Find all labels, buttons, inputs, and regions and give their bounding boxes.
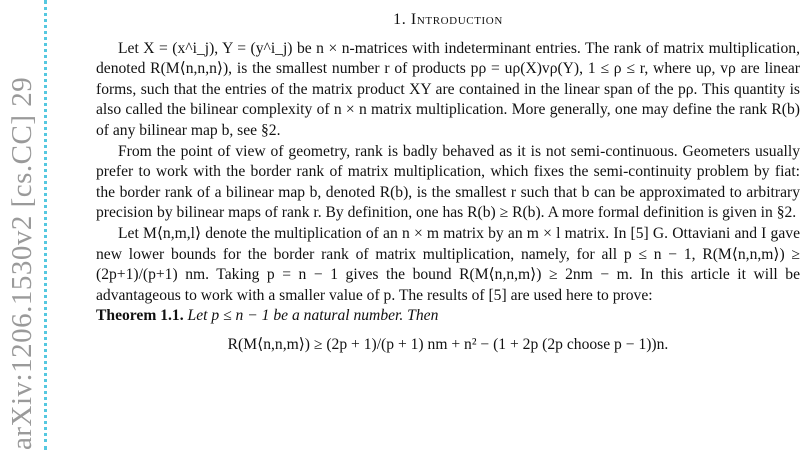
arxiv-identifier: arXiv:1206.1530v2 [cs.CC] 29	[6, 76, 38, 450]
theorem-heading: Theorem 1.1.	[96, 307, 184, 325]
paper-page	[96, 10, 800, 356]
section-title: 1. Introduction	[393, 11, 503, 28]
theorem-body: Let p ≤ n − 1 be a natural number. Then	[187, 307, 439, 325]
paragraph-border-rank: From the point of view of geometry, rank is badly behaved as it is not semi-continuous. Geometers usually prefer to work with the border rank of matrix multiplication, which fixes the semi-continuity problem by fiat: the border rank of a bilinear map b, denoted R(b), is the smallest r such that b can be approximated to arbitrary precision by bilinear maps of rank r. By definition, one has R(b) ≥ R(b). A more formal definition is given in §2.	[96, 142, 800, 222]
paragraph-intro: Let X = (x^i_j), Y = (y^i_j) be n × n-matrices with indeterminant entries. The rank of matrix multiplication, denoted R(M⟨n,n,n⟩), is the smallest number r of products pρ = uρ(X)vρ(Y), 1 ≤ ρ ≤ r, where uρ, vρ are linear forms, such that the entries of the matrix product XY are contained in the linear span of the pρ. This quantity is also called the bilinear complexity of n × n matrix multiplication. More generally, one may define the rank R(b) of any bilinear map b, see §2.	[96, 39, 800, 139]
theorem-statement	[96, 306, 800, 327]
paragraph-lower-bounds: Let M⟨n,m,l⟩ denote the multiplication of an n × m matrix by an m × l matrix. In [5] G. Ottaviani and I gave new lower bounds for the border rank of matrix multiplication, namely, for all p ≤ n − 1, R(M⟨n,n,m⟩) ≥ (2p+1)/(p+1) nm. Taking p = n − 1 gives the bound R(M⟨n,n,m⟩) ≥ 2nm − m. In this article it will be advantageous to work with a smaller value of p. The results of [5] are used here to prove:	[96, 224, 800, 304]
theorem-equation: R(M⟨n,n,m⟩) ≥ (2p + 1)/(p + 1) nm + n² − (1 + 2p (2p choose p − 1))n.	[227, 335, 669, 353]
arxiv-sidebar	[0, 0, 47, 450]
